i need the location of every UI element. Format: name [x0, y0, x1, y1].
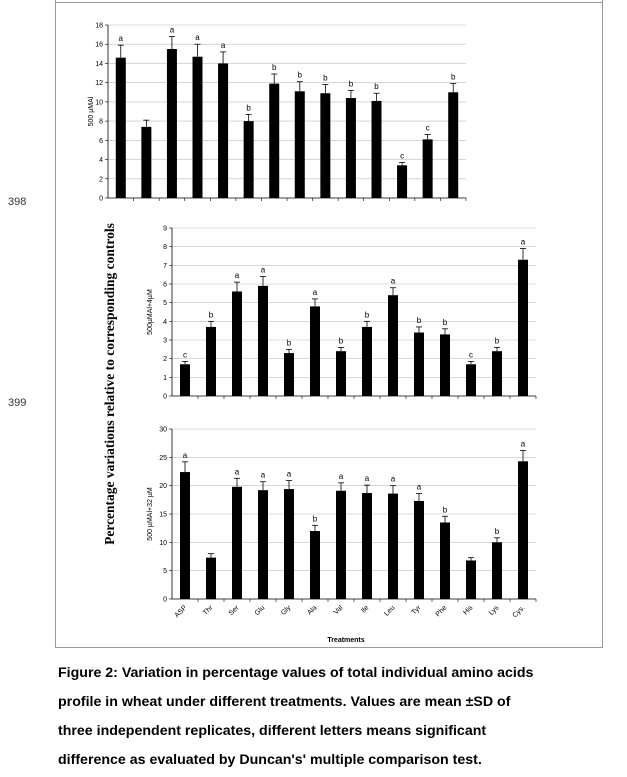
chart1-bar-ala: [244, 121, 254, 198]
chart3-bar-val: [336, 491, 346, 599]
caption-line-2: profile in wheat under different treatments. Values are mean ±SD of: [58, 694, 511, 710]
chart3-bar-lys: [492, 542, 502, 599]
chart1-bar-glu: [193, 57, 203, 198]
chart1-bar-ile: [295, 91, 305, 198]
chart3-category-label-ala: Ala: [306, 604, 319, 617]
chart1-significance-letter-12: c: [425, 123, 430, 133]
chart1-significance-letter-10: b: [374, 82, 379, 92]
chart3-category-label-gly: Gly: [280, 604, 293, 617]
chart2-significance-letter-12: b: [494, 336, 500, 346]
chart3-significance-letter-8: a: [390, 474, 396, 484]
chart2-significance-letter-5: a: [312, 287, 318, 297]
chart3-category-label-lys: Lys: [487, 604, 501, 617]
chart3-significance-letter-5: b: [312, 514, 318, 524]
chart1-y-axis-label: 500 µMAl: [88, 96, 95, 127]
chart1-significance-letter-8: b: [323, 73, 328, 83]
chart2-y-tick-label-0: 0: [163, 393, 167, 401]
chart2-significance-letter-9: b: [416, 315, 422, 325]
chart2-bar-lys: [492, 351, 502, 396]
chart3-significance-letter-3: a: [260, 470, 266, 480]
chart1-y-tick-label-6: 6: [99, 137, 103, 145]
chart2-y-axis-label: 500µMAl+4µM: [147, 289, 154, 335]
chart2-bar-val: [336, 351, 346, 396]
chart1-bar-cys: [448, 92, 458, 198]
chart3-significance-letter-7: a: [364, 474, 370, 484]
chart3-bar-glu: [258, 490, 268, 599]
chart2-significance-letter-6: b: [338, 336, 344, 346]
chart3-category-label-tyr: Tyr: [410, 604, 423, 617]
chart3-category-label-his: His: [462, 604, 475, 617]
chart3-category-label-leu: Leu: [383, 604, 397, 618]
chart3-bar-ser: [232, 487, 242, 599]
chart1-bar-ser: [167, 49, 177, 198]
chart3-category-label-ser: Ser: [227, 604, 241, 618]
chart3-category-label-glu: Glu: [253, 604, 267, 618]
chart1-bar-asp: [116, 58, 126, 198]
chart1-bar-thr: [141, 127, 151, 198]
chart1-bar-his: [397, 165, 407, 198]
chart3-bar-gly: [284, 489, 294, 599]
chart1-significance-letter-2: a: [169, 25, 175, 35]
caption-line-3: three independent replicates, different letters means significant: [58, 723, 487, 739]
chart3-y-tick-label-10: 10: [159, 539, 167, 547]
chart3-x-axis-label: Treatments: [327, 637, 365, 644]
chart3-significance-letter-9: a: [416, 482, 422, 492]
chart1-significance-letter-9: b: [348, 79, 354, 89]
chart2-y-tick-label-9: 9: [163, 225, 167, 233]
chart2-significance-letter-11: c: [469, 350, 473, 360]
chart3-bar-thr: [206, 558, 216, 599]
chart3-category-label-phe: Phe: [434, 604, 449, 619]
line-number-399: 399: [8, 397, 27, 409]
chart3-y-tick-label-20: 20: [159, 483, 167, 491]
chart3-significance-letter-10: b: [442, 505, 448, 515]
chart2-y-tick-label-4: 4: [163, 318, 167, 326]
chart3-bar-asp: [180, 472, 190, 599]
chart2-y-tick-label-8: 8: [163, 244, 167, 252]
chart2-significance-letter-3: a: [260, 265, 266, 275]
chart1-y-tick-label-10: 10: [95, 99, 103, 107]
chart3-significance-letter-13: a: [520, 439, 526, 449]
chart1-significance-letter-5: b: [246, 103, 251, 113]
chart2-significance-letter-1: b: [208, 310, 214, 320]
chart3-bar-leu: [388, 494, 398, 599]
chart2-bar-ala: [310, 306, 320, 396]
chart1-y-tick-label-18: 18: [95, 22, 103, 30]
chart3-significance-letter-0: a: [182, 450, 188, 460]
chart2-significance-letter-13: a: [520, 237, 526, 247]
shared-y-axis-title: Percentage variations relative to corresponding controls: [102, 223, 117, 545]
chart2-y-tick-label-1: 1: [163, 374, 167, 382]
chart2-significance-letter-7: b: [364, 310, 370, 320]
chart1-bar-val: [269, 84, 279, 198]
chart2-bar-ile: [362, 327, 372, 396]
chart3-bar-his: [466, 560, 476, 599]
chart3-bar-ile: [362, 493, 372, 599]
chart1-bar-gly: [218, 63, 228, 198]
chart2-bar-ser: [232, 291, 242, 396]
chart1-significance-letter-6: b: [271, 63, 277, 73]
chart2-y-tick-label-3: 3: [163, 337, 167, 345]
chart1-significance-letter-13: b: [450, 72, 456, 82]
chart1-significance-letter-4: a: [220, 40, 226, 50]
caption-line-1: Figure 2: Variation in percentage values of total individual amino acids: [58, 665, 534, 681]
figure-caption: [58, 659, 606, 775]
chart2-significance-letter-4: b: [286, 338, 292, 348]
chart3-category-label-cys: Cys.: [511, 604, 527, 620]
chart3-significance-letter-4: a: [286, 469, 292, 479]
chart2-bar-thr: [206, 327, 216, 396]
chart1-y-tick-label-0: 0: [99, 195, 103, 203]
chart1-y-tick-label-4: 4: [99, 157, 103, 165]
chart3-y-tick-label-5: 5: [163, 568, 167, 576]
line-number-398: 398: [8, 196, 27, 208]
chart1-y-tick-label-12: 12: [95, 80, 103, 88]
chart3-significance-letter-2: a: [234, 467, 240, 477]
chart1-y-tick-label-16: 16: [95, 41, 103, 49]
chart2-y-tick-label-6: 6: [163, 281, 167, 289]
chart2-bar-tyr: [414, 333, 424, 396]
chart2-bar-leu: [388, 295, 398, 396]
chart3-category-label-ile: Ile: [360, 604, 371, 615]
chart1-y-tick-label-2: 2: [99, 176, 103, 184]
chart3-significance-letter-12: b: [494, 526, 500, 536]
chart3-y-tick-label-15: 15: [159, 511, 167, 519]
caption-line-4: difference as evaluated by Duncan's' multiple comparison test.: [58, 752, 482, 768]
chart3-category-label-thr: Thr: [202, 604, 215, 617]
chart2-bar-his: [466, 364, 476, 396]
chart1-significance-letter-7: b: [297, 70, 303, 80]
chart3-y-tick-label-0: 0: [163, 596, 167, 604]
chart3-significance-letter-6: a: [338, 471, 344, 481]
chart3-category-label-asp: ASP: [173, 604, 189, 620]
chart1-y-tick-label-14: 14: [95, 60, 103, 68]
chart2-y-tick-label-2: 2: [163, 356, 167, 364]
chart2-bar-asp: [180, 364, 190, 396]
chart1-bar-phe: [372, 101, 382, 198]
chart1-bar-tyr: [346, 98, 356, 198]
chart1-bar-leu: [320, 93, 330, 198]
chart2-y-tick-label-5: 5: [163, 300, 167, 308]
chart3-y-axis-label: 500 µMAl+32 µM: [147, 487, 154, 541]
chart2-significance-letter-8: a: [390, 276, 396, 286]
chart3-bar-ala: [310, 531, 320, 599]
chart3-category-label-val: Val: [332, 604, 345, 617]
chart2-bar-gly: [284, 353, 294, 396]
chart3-bar-tyr: [414, 501, 424, 599]
chart2-bar-glu: [258, 286, 268, 396]
chart3-bar-phe: [440, 523, 450, 600]
chart2-y-tick-label-7: 7: [163, 262, 167, 270]
chart1-bar-lys: [423, 139, 433, 198]
chart3-y-tick-label-25: 25: [159, 454, 167, 462]
chart2-bar-cys: [518, 260, 528, 396]
chart1-significance-letter-0: a: [118, 34, 124, 44]
chart1-y-tick-label-8: 8: [99, 118, 103, 126]
chart2-significance-letter-10: b: [442, 317, 448, 327]
chart1-significance-letter-11: c: [400, 151, 405, 161]
chart1-significance-letter-3: a: [195, 33, 200, 43]
chart3-bar-cys: [518, 461, 528, 599]
chart2-significance-letter-0: c: [183, 350, 187, 360]
chart3-y-tick-label-30: 30: [159, 426, 167, 434]
chart2-bar-phe: [440, 334, 450, 396]
chart2-significance-letter-2: a: [234, 271, 240, 281]
